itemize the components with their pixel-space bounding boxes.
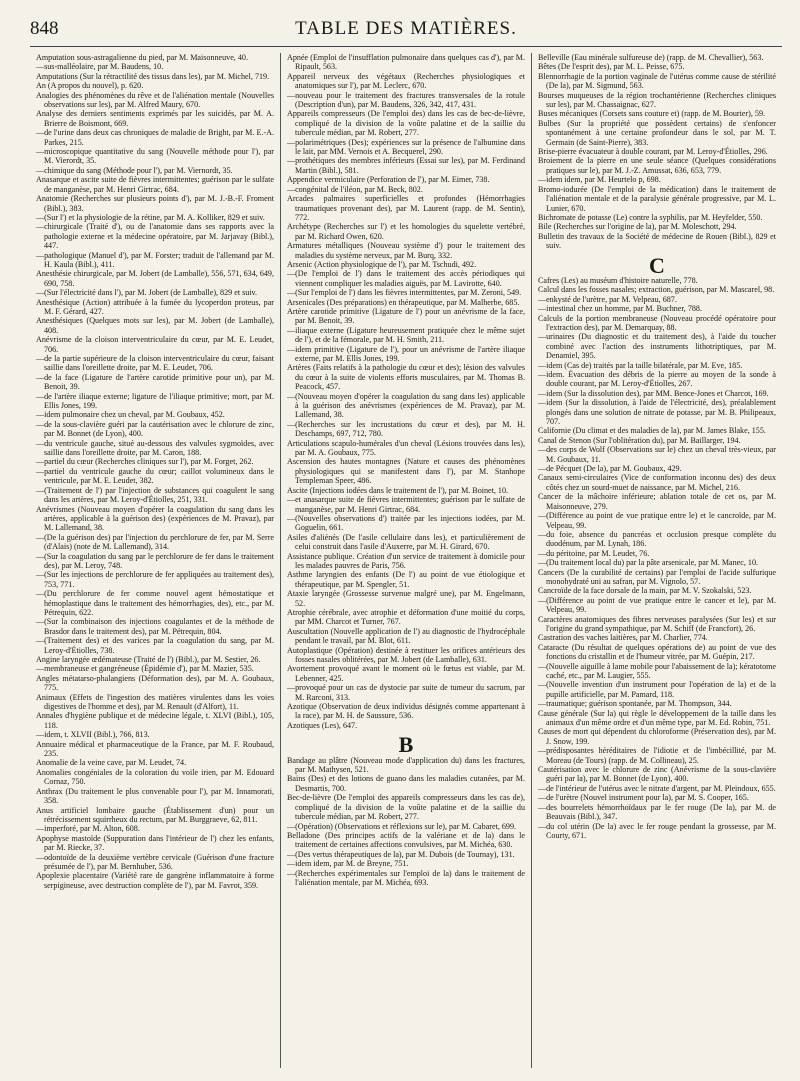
index-entry: Azotique (Observation de deux individus désignés comme appartenant à la race), par M. H. de Saussure, 536.	[287, 702, 525, 721]
index-entry: —idem (Sur la dissolution des), par MM. Bence-Jones et Charcot, 169.	[538, 388, 769, 398]
index-entry: —(Différence au point de vue pratique entre le cancer et le), par M. Velpeau, 99.	[538, 595, 776, 615]
index-entry: Artères (Faits relatifs à la pathologie du cœur et des); lésion des valvules du cœur à la suite de violents efforts musculaires, par M. Thomas B. Peacock, 457.	[287, 363, 525, 392]
index-entry: Cautérisation avec le chlorure de zinc (Anévrisme de la sous-clavière guéri par la), par M. Bonnet (de Lyon), 400.	[538, 765, 776, 784]
index-entry: —chirurgicale (Traité d'), ou de l'anatomie dans ses rapports avec la pathologie externe et la médecine opératoire, par M. Jarjavay (Bibl.), 447.	[36, 222, 274, 251]
index-entry: —idem (Sur la dissolution, à l'aide de l'électricité, des), préalablement plongés dans une solution de nitrate de potasse, par M. B. Philipeaux, 707.	[538, 398, 776, 427]
index-entry: Annales d'hygiène publique et de médecine légale, t. XLVI (Bibl.), 105, 118.	[36, 711, 274, 730]
index-entry: —du ventricule gauche, situé au-dessous des valvules sygmoïdes, avec saillie dans l'oreillette droite, par M. Caron, 188.	[36, 438, 274, 458]
index-entry: Anesthésie chirurgicale, par M. Jobert (de Lamballe), 556, 571, 634, 649, 690, 758.	[36, 269, 274, 288]
index-entry: Auscultation (Nouvelle application de l') au diagnostic de l'hydrocéphale pendant le travail, par M. Blot, 611.	[287, 626, 525, 646]
index-entry: Amputations (Sur la rétractilité des tissus dans les), par M. Michel, 719.	[36, 71, 270, 81]
index-entry: Calcul dans les fosses nasales; extraction, guérison, par M. Mascarel, 98.	[538, 285, 775, 295]
index-entry: Anomalies congéniales de la coloration du voile irien, par M. Edouard Cornaz, 750.	[36, 767, 274, 787]
index-entry: Belladone (Des principes actifs de la valériane et de la) dans le traitement de certaines affections convulsives, par M. Michéa, 630.	[287, 830, 525, 850]
index-entry: —du col utérin (De la) avec le fer rouge pendant la grossesse, par M. Courty, 671.	[538, 821, 776, 840]
index-columns	[30, 53, 782, 1068]
index-entry: Ascite (Injections iodées dans le traitement de l'), par M. Boinet, 10.	[287, 485, 509, 495]
index-entry: Cause générale (Sur la) qui règle le développement de la taille dans les animaux d'un même ordre et d'un même type, par M. Ed. Robin, 751.	[538, 708, 776, 728]
index-entry: —urinaires (Du diagnostic et du traitement des), à l'aide du toucher combiné avec l'action des instruments lithotriptiques, par M. Denamiel, 395.	[538, 332, 776, 361]
index-entry: Anesthésiques (Quelques mots sur les), par M. Jobert (de Lamballe), 408.	[36, 316, 274, 335]
index-entry: —(Sur la combinaison des injections coagulantes et de la méthode de Brasdor dans le traitement des), par M. Pétrequin, 804.	[36, 617, 274, 636]
index-entry: Arsenic (Action physiologique de l'), par M. Tschudi, 492.	[287, 259, 477, 269]
index-entry: Apnée (Emploi de l'insufflation pulmonaire dans quelques cas d'), par M. Ripault, 563.	[287, 53, 525, 72]
index-entry: Causes de mort qui dépendent du chloroforme (Préservation des), par M. J. Snow, 199.	[538, 727, 776, 746]
index-entry: —prédisposantes héréditaires de l'idiotie et de l'imbécillité, par M. Moreau (de Tours) (rapp. de M. Collineau), 25.	[538, 746, 776, 765]
index-entry: —idem primitive (Ligature de l'), pour un anévrisme de l'artère iliaque externe, par M. Ellis Jones, 199.	[287, 344, 525, 363]
index-entry: Brise-pierre évacuateur à double courant, par M. Leroy-d'Étiolles, 296.	[538, 147, 768, 157]
index-entry: —des corps de Wolf (Observations sur le) chez un cheval très-vieux, par M. Goubaux, 11.	[538, 445, 776, 464]
index-entry: Cafres (Les) au muséum d'histoire naturelle, 778.	[538, 275, 698, 285]
index-entry: —(Nouvelle invention d'un instrument pour l'opération de la) et de la pupille artificielle, par M. Pamard, 118.	[538, 680, 776, 699]
index-entry: —idem idem, par M. de Breyne, 751.	[287, 859, 409, 869]
index-entry: —(Sur l'électricité dans l'), par M. Jobert (de Lamballe), 829 et suiv.	[36, 288, 258, 298]
index-entry: Apoplexie placentaire (Variété rare de gangrène inflammatoire à forme serpigineuse, avec destruction complète de l'), par M. Favrot, 359.	[36, 871, 274, 890]
index-entry: —(Traitement des) et des varices par la coagulation du sang, par M. Leroy-d'Étiolles, 738.	[36, 636, 274, 655]
index-entry: —idem, t. XLVII (Bibl.), 766, 813.	[36, 730, 150, 740]
index-entry: —polarimétriques (Des); expériences sur la présence de l'albumine dans le lait, par MM. Vernois et A. Becquerel, 290.	[287, 137, 525, 157]
index-entry: Anus artificiel lombaire gauche (Établissement d'un) pour un rétrécissement squirrheux du rectum, par M. Burggraeve, 62, 811.	[36, 805, 274, 824]
index-entry: —(Nouveau moyen d'opérer la coagulation du sang dans les) applicable à la guérison des anévrismes (expériences de M. Pravaz), par M. Lallemand, 38.	[287, 391, 525, 420]
index-entry: —de l'urine dans deux cas chroniques de maladie de Bright, par M. E.-A. Parkes, 215.	[36, 128, 274, 147]
index-entry: Arcades palmaires superficielles et profondes (Hémorrhagies traumatiques provenant des), par M. Laurent (rapp. de M. Sentin), 772.	[287, 194, 525, 222]
page-header	[30, 18, 782, 47]
index-entry: Anomalie de la veine cave, par M. Leudet, 74.	[36, 758, 187, 768]
index-entry: —idem (Cas de) traités par la taille bilatérale, par M. Eve, 185.	[538, 360, 743, 370]
index-entry: —(Du perchlorure de fer comme nouvel agent hémostatique et hémoplastique dans le traitement des hémorrhagies, des), etc., par M. Pétrequin, 622.	[36, 589, 274, 617]
index-entry: Canal de Stenon (Sur l'oblitération du), par M. Baillarger, 194.	[538, 435, 741, 445]
index-entry: —(Nouvelle aiguille à lame mobile pour l'abaissement de la); kératotome caché, etc., par M. Laugier, 555.	[538, 661, 776, 680]
index-entry: —(Traitement de l') par l'injection de substances qui coagulent le sang dans les artères, par M. Leroy-d'Étiolles, 251, 331.	[36, 485, 274, 505]
index-entry: Anatomie (Recherches sur plusieurs points d'), par M. J.-B.-F. Froment (Bibl.), 383.	[36, 194, 274, 213]
index-entry: —iliaque externe (Ligature heureusement pratiquée chez le même sujet de l'), et de la fémorale, par M. H. Smith, 211.	[287, 325, 525, 345]
index-entry: —chimique du sang (Méthode pour l'), par M. Viernordt, 35.	[36, 165, 233, 175]
index-entry: Anasarque et ascite suite de fièvres intermittentes; guérison par le sulfate de manganèse, par M. Henri Girtrac, 684.	[36, 175, 274, 194]
index-entry: Bandage au plâtre (Nouveau mode d'application du) dans les fractures, par M. Mathysen, 521.	[287, 755, 525, 775]
index-entry: —(Sur l'emploi de l') dans les fièvres intermittentes, par M. Zeroni, 549.	[287, 288, 522, 298]
index-column-left	[30, 53, 280, 1068]
index-entry: Castration des vaches laitières, par M. Charlier, 774.	[538, 633, 708, 643]
index-entry: Analogies des phénomènes du rêve et de l'aliénation mentale (Nouvelles observations sur les), par M. Alfred Maury, 670.	[36, 90, 274, 110]
index-entry: —(De l'emploi de l') dans le traitement des accès périodiques qui viennent compliquer les maladies aiguës, par M. Lavirotte, 640.	[287, 269, 525, 288]
index-entry: Anesthésique (Action) attribuée à la fumée du lycoperdon proteus, par M. F. Gérard, 427.	[36, 297, 274, 316]
index-entry: Avortement provoqué avant le moment où le fœtus est viable, par M. Lebenner, 425.	[287, 664, 525, 683]
index-entry: Cancroïde de la face dorsale de la main, par M. V. Szokalski, 523.	[538, 586, 752, 596]
index-entry: Asiles d'aliénés (De l'asile cellulaire dans les), et particulièrement de celui construit dans l'asile d'Auxerre, par M. H. Girard, 670.	[287, 532, 525, 552]
index-entry: —intestinal chez un homme, par M. Buchner, 788.	[538, 304, 702, 314]
index-entry: Arsenicales (Des préparations) en thérapeutique, par M. Malherbe, 685.	[287, 297, 520, 307]
index-entry: Amputation sous-astragalienne du pied, par M. Maisonneuve, 40.	[36, 53, 248, 62]
index-entry: Bulletin des travaux de la Société de médecine de Rouen (Bibl.), 829 et suiv.	[538, 231, 776, 251]
index-entry: —de l'urètre (Nouvel instrument pour la), par M. S. Cooper, 165.	[538, 793, 749, 803]
index-entry: Appendice vermiculaire (Perforation de l'), par M. Eimer, 738.	[287, 175, 490, 185]
index-entry: —(Recherches expérimentales sur l'emploi de la) dans le traitement de l'aliénation mentale, par M. Michéa, 693.	[287, 868, 525, 887]
index-entry: Blennorrhagie de la portion vaginale de l'utérus comme cause de stérilité (De la), par M. Sigmund, 563.	[538, 71, 776, 91]
section-letter: C	[649, 252, 665, 278]
index-entry: Appareils compresseurs (De l'emploi des) dans les cas de bec-de-lièvre, compliqué de la division de la voûte palatine et de la saillie du tubercule médian, par M. Robert, 277.	[287, 109, 525, 138]
page-title: TABLE DES MATIÈRES.	[295, 18, 517, 39]
index-entry: —enkysté de l'urètre, par M. Velpeau, 687.	[538, 294, 677, 304]
index-entry: An (A propos du nouvel), p. 620.	[36, 81, 144, 91]
index-entry: —(Du traitement local du) par la pâte arsenicale, par M. Manec, 10.	[538, 558, 759, 568]
index-entry: —de la partie supérieure de la cloison interventriculaire du cœur, faisant saillie dans l'oreillette droite, par M. E. Leudet, 706.	[36, 354, 274, 373]
index-entry: —(Sur les injections de perchlorure de fer appliquées au traitement des), 753, 771.	[36, 570, 274, 589]
index-entry: —(Sur la coagulation du sang par le perchlorure de fer dans le traitement des), par M. Leroy, 748.	[36, 551, 274, 570]
section-letter: B	[398, 732, 414, 758]
page-number: 848	[30, 18, 59, 39]
index-entry: —(Sur l') et la physiologie de la rétine, par M. A. Kolliker, 829 et suiv.	[36, 212, 265, 222]
index-entry: —(Des vertus thérapeutiques de la), par M. Dubois (de Tournay), 131.	[287, 849, 515, 859]
index-entry: Belleville (Eau minérale sulfureuse de) (rapp. de M. Chevallier), 563.	[538, 53, 764, 62]
index-entry: Anévrismes (Nouveau moyen d'opérer la coagulation du sang dans les artères, applicable à la guérison des) (expériences de M. Pravaz), par M. Lallemand, 38.	[36, 504, 274, 533]
index-entry: Articulations scapulo-humérales d'un cheval (Lésions trouvées dans les), par M. A. Goubaux, 775.	[287, 438, 525, 458]
index-entry: Anévrisme de la cloison interventriculaire du cœur, par M. E. Leudet, 706.	[36, 335, 274, 354]
index-entry: Animaux (Effets de l'ingestion des matières virulentes dans les voies digestives de l'homme et des), par M. Renault (d'Alfort), 11.	[36, 692, 274, 712]
index-entry: Angine laryngée œdémateuse (Traité de l') (Bibl.), par M. Sestier, 26.	[36, 655, 261, 664]
index-entry: Bulbes (Sur la propriété que possèdent certains) de s'enfoncer spontanément à une certaine profondeur dans le sol, par M. T. Germain (de Saint-Pierre), 383.	[538, 118, 776, 147]
index-entry: Apophyse mastoïde (Suppuration dans l'intérieur de l') chez les enfants, par M. Riecke, 37.	[36, 833, 274, 853]
index-entry: —odontoïde de la deuxième vertèbre cervicale (Guérison d'une fracture présumée de l'), par M. Bernhuber, 536.	[36, 852, 274, 871]
index-entry: Bile (Recherches sur l'origine de la), par M. Moleschott, 294.	[538, 222, 737, 232]
index-column-middle	[280, 53, 531, 1068]
index-entry: —pathologique (Manuel d'), par M. Forster; traduit de l'allemand par M. H. Kaula (Bibl.), 411.	[36, 250, 274, 269]
index-entry: Anthrax (Du traitement le plus convenable pour l'), par M. Innamorati, 358.	[36, 786, 274, 806]
index-entry: —imperforé, par M. Alton, 608.	[36, 824, 140, 834]
index-entry: —idem. Évacuation des débris de la pierre au moyen de la sonde à double courant, par M. Leroy-d'Étiolles, 267.	[538, 370, 776, 389]
index-entry: —nouveau pour le traitement des fractures transversales de la rotule (Description d'un), par M. Baudens, 326, 342, 417, 431.	[287, 90, 525, 110]
index-entry: Archétype (Recherches sur l') et les homologies du squelette vertébré, par M. Richard Owen, 620.	[287, 222, 525, 241]
index-entry: —du foie, absence du pancréas et occlusion presque complète du duodénum, par M. Lynah, 186.	[538, 529, 776, 549]
index-entry: —de l'intérieur de l'utérus avec le nitrate d'argent, par M. Pleindoux, 655.	[538, 783, 776, 793]
index-entry: Angles métatarso-phalangiens (Déformation des), par M. A. Goubaux, 775.	[36, 673, 274, 693]
index-entry: Cataracte (Du résultat de quelques opérations de) au point de vue des fonctions du cristallin et de l'humeur vitrée, par M. Guépin, 217.	[538, 642, 776, 662]
index-column-right	[531, 53, 782, 1068]
index-entry: —congénital de l'iléon, par M. Beck, 802.	[287, 184, 423, 194]
index-entry: Assistance publique. Création d'un service de traitement à domicile pour les malades pauvres de Paris, 756.	[287, 551, 525, 570]
index-entry: Bains (Des) et des lotions de guano dans les maladies cutanées, par M. Desmartis, 700.	[287, 774, 525, 793]
index-entry: Calculs de la portion membraneuse (Nouveau procédé opératoire pour l'extraction des), par M. Demarquay, 88.	[538, 313, 776, 332]
index-entry: —de Pécquet (De la), par M. Goubaux, 429.	[538, 464, 682, 474]
index-entry: —(Différence au point de vue pratique entre le) et le cancroïde, par M. Velpeau, 99.	[538, 511, 776, 530]
index-entry: —prothétiques des membres inférieurs (Essai sur les), par M. Ferdinand Martin (Bibl.), 581.	[287, 156, 525, 175]
index-entry: —des bourrelets hémorrhoïdaux par le fer rouge (De la), par M. de Beauvais (Bibl.), 347.	[538, 802, 776, 822]
index-entry: Autoplastique (Opération) destinée à restituer les orifices antérieurs des fosses nasales oblitérées, par M. Jobert (de Lamballe), 631.	[287, 645, 525, 664]
index-entry: —du péritoine, par M. Leudet, 76.	[538, 548, 650, 558]
index-entry: —idem idem, par M. Heurtelo p, 698.	[538, 175, 661, 185]
index-entry: Appareil nerveux des végétaux (Recherches physiologiques et anatomiques sur l'), par M. Leclerc, 670.	[287, 71, 525, 91]
index-entry: —de l'artère iliaque externe; ligature de l'iliaque primitive; mort, par M. Ellis Jones, 199.	[36, 391, 274, 411]
index-entry: Buses mécaniques (Corsets sans couture et) (rapp. de M. Bourier), 59.	[538, 109, 766, 119]
index-entry: Cancer de la mâchoire inférieure; ablation totale de cet os, par M. Maisonneuve, 279.	[538, 492, 776, 511]
index-entry: —(Opération) (Observations et réflexions sur le), par M. Cabaret, 699.	[287, 821, 517, 831]
index-entry: Asthme laryngien des enfants (De l') au point de vue étiologique et thérapeutique, par M. Spengler, 51.	[287, 570, 525, 589]
index-entry: Bromo-iodurée (De l'emploi de la médication) dans le traitement de l'aliénation mentale et de la paralysie générale progressive, par M. L. Lunier, 670.	[538, 184, 776, 213]
index-entry: Broiement de la pierre en une seule séance (Quelques considérations pratiques sur le), par M. J.-Z. Amussat, 636, 653, 779.	[538, 156, 776, 175]
index-entry: Artère carotide primitive (Ligature de l') pour un anévrisme de la face, par M. Benoit, 39.	[287, 306, 525, 326]
index-entry: —microscopique quantitative du sang (Nouvelle méthode pour l'), par M. Vierordt, 35.	[36, 147, 274, 166]
index-entry: Analyse des derniers sentiments exprimés par les suicidés, par M. A. Brierre de Boismont, 669.	[36, 109, 274, 128]
index-entry: Ataxie laryngée (Grossesse survenue malgré une), par M. Engelmann, 52.	[287, 589, 525, 608]
index-entry: Bec-de-lièvre (De l'emploi des appareils compresseurs dans les cas de), compliqué de la division de la voûte palatine et de la saillie du tubercule médian, par M. Robert, 277.	[287, 793, 525, 822]
index-entry: —(De la guérison des) par l'injection du perchlorure de fer, par M. Serre (d'Alais) (note de M. Lallemand), 314.	[36, 532, 274, 552]
index-entry: —partiel du ventricule gauche du cœur; caillot volumineux dans le ventricule, par M. E. Leudet, 382.	[36, 466, 274, 486]
index-entry: —idem pulmonaire chez un cheval, par M. Goubaux, 452.	[36, 410, 225, 420]
index-entry: Bêtes (De l'esprit des), par M. L. Peisse, 675.	[538, 62, 685, 72]
index-entry: Bourses muqueuses de la région trochantérienne (Recherches cliniques sur les), par M. Chassaignac, 627.	[538, 90, 776, 110]
index-entry: Ascension des hautes montagnes (Nature et causes des phénomènes physiologiques qui se manifestent dans l'), par M. Stanhope Templeman Speer, 486.	[287, 457, 525, 486]
index-entry: Canaux semi-circulaires (Vice de conformation inconnu des) des deux côtés chez un sourd-muet de naissance, par M. Michel, 216.	[538, 473, 776, 492]
index-entry: Bichromate de potasse (Le) contre la syphilis, par M. Heyfelder, 550.	[538, 212, 763, 222]
index-entry: —traumatique; guérison spontanée, par M. Thompson, 344.	[538, 699, 732, 709]
index-entry: —de la face (Ligature de l'artère carotide primitive pour un), par M. Benoit, 39.	[36, 372, 274, 392]
index-entry: Atrophie cérébrale, avec atrophie et déformation d'une moitié du corps, par MM. Charcot et Turner, 767.	[287, 607, 525, 627]
index-entry: —provoqué pour un cas de dystocie par suite de tumeur du sacrum, par M. Rarconi, 313.	[287, 683, 525, 702]
index-entry: Caractères anatomiques des fibres nerveuses paralysées (Sur les) et sur l'origine du grand sympathique, par M. Schiff (de Francfort), 26.	[538, 614, 776, 633]
index-entry: Annuaire médical et pharmaceutique de la France, par M. F. Roubaud, 235.	[36, 739, 274, 759]
index-entry: —(Nouvelles observations d') traitée par les injections iodées, par M. Goguelin, 661.	[287, 513, 525, 533]
index-entry: Californie (Du climat et des maladies de la), par M. James Blake, 155.	[538, 426, 766, 436]
index-entry: Armatures métalliques (Nouveau système d') pour le traitement des maladies du système nerveux, par M. Burq, 332.	[287, 241, 525, 260]
index-entry: —et anasarque suite de fièvres intermittentes; guérison par le sulfate de manganèse, par M. Henri Girtrac, 684.	[287, 495, 525, 514]
index-entry: —sus-malléolaire, par M. Baudens, 10.	[36, 62, 164, 72]
index-entry: —partiel du cœur (Recherches cliniques sur l'), par M. Forget, 262.	[36, 457, 254, 467]
index-entry: Cancers (De la curabilité de certains) par l'emploi de l'acide sulfurique monohydraté uni au safran, par M. Vignolo, 57.	[538, 567, 776, 586]
index-entry: —(Recherches sur les incrustations du cœur et des), par M. H. Deschamps, 697, 712, 780.	[287, 419, 525, 439]
index-entry: Azotiques (Les), 647.	[287, 720, 358, 730]
index-entry: —membraneuse et gangréneuse (Épidémie d'), par M. Mazier, 535.	[36, 664, 254, 674]
index-entry: —de la sous-clavière guéri par la cautérisation avec le chlorure de zinc, par M. Bonnet (de Lyon), 400.	[36, 419, 274, 439]
